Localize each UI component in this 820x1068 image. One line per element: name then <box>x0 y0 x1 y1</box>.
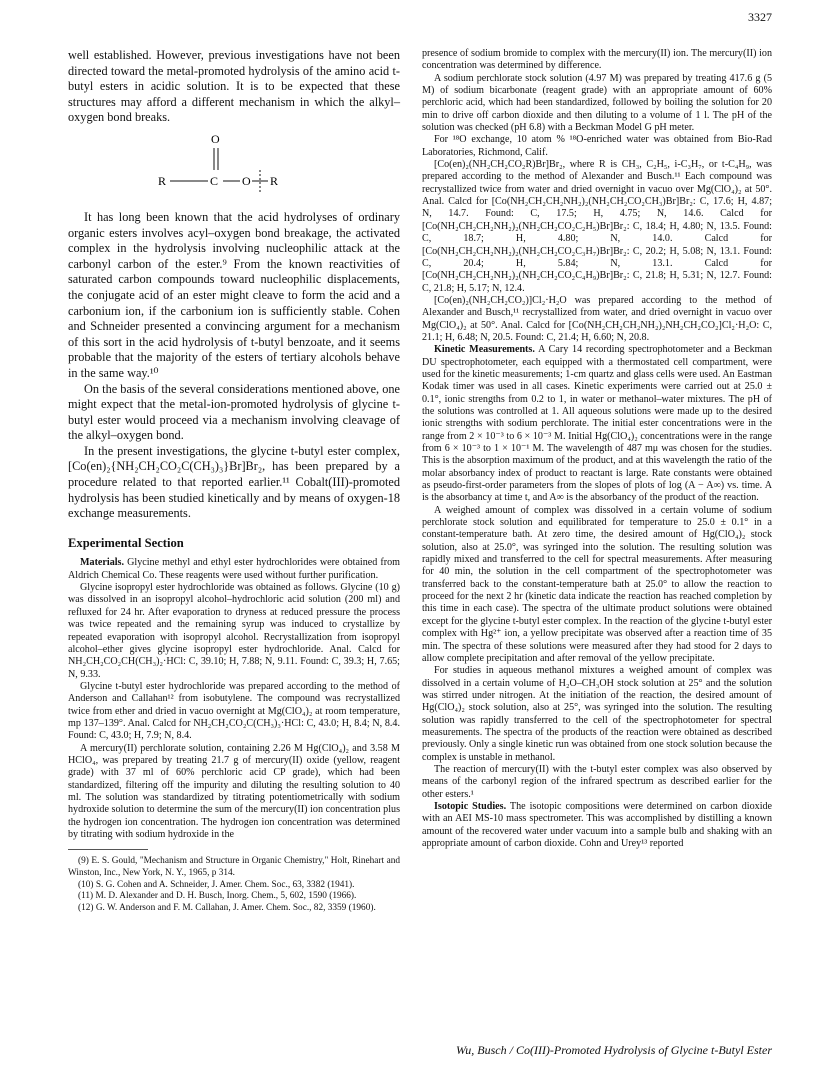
paragraph: [Co(en)₂(NH₂CH₂CO₂)]Cl₂·H₂O was prepared according to the method of Alexander and Busch,¹¹ recrystallized from water, and dried overnight in vacuo over Mg(ClO₄)₂ at 50°. Anal. Calcd for [Co(NH₂CH₂CH₂NH₂)₂NH₂CH₂CO₂]Cl₂·H₂O: C, 21.1; H, 6.48; N, 20.5. Found: C, 21.4; H, 6.60; N, 20.8. <box>422 294 772 343</box>
paragraph: For studies in aqueous methanol mixtures a weighed amount of complex was dissolved in a certain volume of H₂O–CH₃OH stock solution at 25° and the solution was stirred under nitrogen. At the initiation of the reaction, the desired amount of Hg(ClO₄)₂ stock solution, also at 25°, was syringed into the solution. The resulting solution was rapidly transferred to the cell of the spectrophotometer for spectral measurements. The spectra of the products of the reaction were obtained as described previously. Only a single kinetic run was obtained from one stock solution because the complex is unstable in methanol. <box>422 665 772 763</box>
paragraph: Glycine t-butyl ester hydrochloride was prepared according to the method of Anderson and Callahan¹² from isobutylene. The compound was recrystallized twice from ether and dried in vacuo overnight at Mg(ClO₄)₂ at room temperature, mp 137–139°. Anal. Calcd for NH₂CH₂CO₂C(CH₃)₃·HCl: C, 43.0; H, 8.4; N, 8.4. Found: C, 43.0; H, 7.9; N, 8.4. <box>68 680 400 742</box>
run-in-heading: Isotopic Studies. <box>434 800 507 812</box>
run-in-heading: Kinetic Measurements. <box>434 344 535 356</box>
paragraph <box>422 344 772 504</box>
page-number: 3327 <box>748 10 772 24</box>
paragraph-text: Glycine methyl and ethyl ester hydrochlorides were obtained from Aldrich Chemical Co. These reagents were used without further purification. <box>68 557 400 581</box>
run-in-heading: Materials. <box>80 557 125 569</box>
right-column <box>422 48 772 850</box>
footnote: (11) M. D. Alexander and D. H. Busch, Inorg. Chem., 5, 602, 1590 (1966). <box>78 891 357 902</box>
left-column <box>68 48 400 914</box>
running-footer: Wu, Busch / Co(III)-Promoted Hydrolysis of Glycine t-Butyl Ester <box>455 1043 772 1057</box>
paragraph <box>68 557 400 582</box>
paragraph: On the basis of the several considerations mentioned above, one might expect that the metal-ion-promoted hydrolysis of glycine t-butyl ester would proceed via a mechanism involving cleavage of the alkyl–oxygen bond. <box>68 381 400 443</box>
paragraph: In the present investigations, the glycine t-butyl ester complex, [Co(en)₂{NH₂CH₂CO₂C(CH₃)₃}Br]Br₂, has been prepared by a procedure related to that reported earlier.¹¹ Cobalt(III)-promoted hydrolysis has been studied kinetically and by means of oxygen-18 exchange measurements. <box>68 443 400 521</box>
paragraph: A weighed amount of complex was dissolved in a certain volume of sodium perchlorate stock solution and equilibrated for temperature to 25.0 ± 0.1° in a constant-temperature bath. At zero time, the desired amount of Hg(ClO₄)₂ stock solution, also at 25.0°, was syringed into the solution. The resulting solution was rapidly mixed and transferred to the cell for spectral measurements. After measuring for 40 min, the solution in the cell compartment of the spectrophotometer was transferred back to the constant-temperature bath at 25.0° to allow the reaction to proceed for the next 2 hr (kinetic data indicate the reaction has reached completion by this time in each case). The spectra of the ultimate product solutions were obtained except for the glycine t-butyl ester complex. In the reaction of the glycine t-butyl ester complex with Hg²⁺ ion, a yellow precipitate was observed after a reaction time of 35 min. The spectra of these solutions were measured after they had stood for 2 days to allow complete precipitation and after removal of the yellow precipitate. <box>422 504 772 664</box>
paragraph: well established. However, previous investigations have not been directed toward the metal-promoted hydrolysis of the amino acid t-butyl esters in acidic solution. It is to be expected that these structures may afford a different mechanism in which the alkyl–oxygen bond breaks. <box>68 48 400 125</box>
footnote: (12) G. W. Anderson and F. M. Callahan, J. Amer. Chem. Soc., 82, 3359 (1960). <box>78 902 376 913</box>
section-heading: Experimental Section <box>68 535 184 550</box>
paragraph: [Co(en)₂(NH₂CH₂CO₂R)Br]Br₂, where R is CH₃, C₂H₅, i-C₃H₇, or t-C₄H₉, was prepared according to the method of Alexander and Busch.¹¹ Each compound was recrystallized twice from water and dried overnight in vacuo over Mg(ClO₄)₂ at 50°. Anal. Calcd for [Co(NH₂CH₂CH₂NH₂)₂(NH₂CH₂CO₂CH₃)Br]Br₂: C, 17.6; H, 4.87; N, 14.7. Found: C, 17.5; H, 4.75; N, 14.6. Calcd for [Co(NH₂CH₂CH₂NH₂)₂(NH₂CH₂CO₂C₂H₅)Br]Br₂: C, 18.4; H, 4.80; N, 13.5. Found: C, 18.7; H, 4.80; N, 14.0. Calcd for [Co(NH₂CH₂CH₂NH₂)₂(NH₂CH₂CO₂C₃H₇)Br]Br₂: C, 20.2; H, 5.08; N, 13.1. Found: C, 20.4; H, 5.84; N, 13.1. Calcd for [Co(NH₂CH₂CH₂NH₂)₂(NH₂CH₂CO₂C₄H₉)Br]Br₂: C, 21.8; H, 5.31; N, 12.7. Found: C, 21.8; H, 5.17; N, 12.4. <box>422 159 772 294</box>
formula-r2: R <box>270 173 279 188</box>
paragraph: The reaction of mercury(II) with the t-butyl ester complex was also observed by means of the carbonyl region of the infrared spectrum as described earlier for the other esters.¹ <box>422 763 772 800</box>
formula-c: C <box>210 173 219 188</box>
formula-carbonyl-o: O <box>211 131 220 146</box>
footnote: (10) S. G. Cohen and A. Schneider, J. Amer. Chem. Soc., 63, 3382 (1941). <box>78 879 355 890</box>
footnote: (9) E. S. Gould, "Mechanism and Structure in Organic Chemistry," Holt, Rinehart and Winston, Inc., New York, N. Y., 1965, p 314. <box>68 856 400 878</box>
ester-structure-diagram <box>148 130 288 206</box>
paragraph-text: A Cary 14 recording spectrophotometer and a Beckman DU spectrophotometer, each equipped with a thermostated cell compartment, were used for the kinetic measurements; 1-cm quartz and glass cells were used. An Eastman Kodak timer was used in all cases. Kinetic experiments were carried out at 25.0 ± 0.1°, ionic strengths from 0.2 to 1, in water or methanol–water mixtures. The pH of the solutions was controlled at 1. All aqueous solutions were made up to the desired ionic strengths with sodium perchlorate. The initial ester concentrations were in the range from 2 × 10⁻³ to 6 × 10⁻³ M. Initial Hg(ClO₄)₂ concentrations were in the range from 6 × 10⁻³ to 1 × 10⁻¹ M. The wavelength of 487 mμ was chosen for the studies. This is the absorption maximum of the product, and at this wavelength the ratio of the molar absorbancy index of product to reactant is large. Rate constants were obtained as pseudo-first-order parameters from the slopes of plots of log (A − A∞) vs. time. A is the absorbancy at time t, and A∞ is the absorbancy of the product of the reaction. <box>422 344 773 504</box>
paragraph: presence of sodium bromide to complex with the mercury(II) ion. The mercury(II) ion concentration was determined by difference. <box>422 48 772 72</box>
paragraph: A sodium perchlorate stock solution (4.97 M) was prepared by treating 417.6 g (5 M) of sodium bicarbonate (reagent grade) with an appropriate amount of 60% perchloric acid, which had been standardized, followed by boiling the solution for 20 min to drive off carbon dioxide and then diluting to a volume of 1 l. The pH of the solution was checked (pH 6.8) with a Beckman Model G pH meter. <box>422 72 772 134</box>
paragraph: A mercury(II) perchlorate solution, containing 2.26 M Hg(ClO₄)₂ and 3.58 M HClO₄, was prepared by treating 21.7 g of mercury(II) oxide (yellow, reagent grade) with 37 ml of 60% perchloric acid CP grade), which had been standardized, filtering off the impurity and diluting the resulting solution to 40 ml. The solution was standardized by titrating potentiometrically with sodium hydroxide solution to determine the sum of the mercury(II) ion concentration plus the hydrogen ion concentration. The hydrogen ion concentration was determined by titrating with sodium hydroxide in the <box>68 742 400 840</box>
ester-formula <box>68 126 400 210</box>
paragraph: For ¹⁸O exchange, 10 atom % ¹⁸O-enriched water was obtained from Bio-Rad Laboratories, Richmond, Calif. <box>422 134 772 158</box>
paragraph <box>422 801 772 850</box>
paragraph: Glycine isopropyl ester hydrochloride was obtained as follows. Glycine (10 g) was dissolved in an isopropyl alcohol–hydrochloric acid solution (200 ml) and refluxed for 24 hr. After evaporation to dryness at reduced pressure the process was twice repeated and the remaining syrup was induced to crystallize by repeated evaporation with isopropyl alcohol. Recrystallization from isopropyl alcohol–ether gives glycine isopropyl ester hydrochloride. Anal. Calcd for NH₂CH₂CO₂CH(CH₃)₂·HCl: C, 39.10; H, 7.88; N, 9.11. Found: C, 39.3; H, 7.65; N, 9.33. <box>68 582 400 680</box>
formula-r1: R <box>158 173 167 188</box>
paragraph: It has long been known that the acid hydrolyses of ordinary organic esters involves acyl–oxygen bond breakage, the activated complex in the hydrolysis involving nucleophilic attack at the carbonyl carbon of the ester.⁹ From the known reactivities of saturated carbon compounds toward nucleophilic displacements, the conjugate acid of an ester might cleave to form the acid and a carbonium ion, if the carbonium ion is sufficiently stable. Cohen and Schneider presented a convincing argument for a mechanism of this sort in the acid hydrolysis of t-butyl benzoate, and it seems probable that the majority of the esters of tertiary alcohols behave in the same way.¹⁰ <box>68 209 400 380</box>
paragraph-text: The isotopic compositions were determined on carbon dioxide with an AEI MS-10 mass spectrometer. This was accomplished by distilling a known amount of the recovered water under vacuum into a sample bulb and shaking with an appropriate amount of carbon dioxide. Cohn and Urey¹³ reported <box>422 800 773 849</box>
footnote-rule <box>68 849 148 850</box>
formula-o: O <box>242 173 251 188</box>
